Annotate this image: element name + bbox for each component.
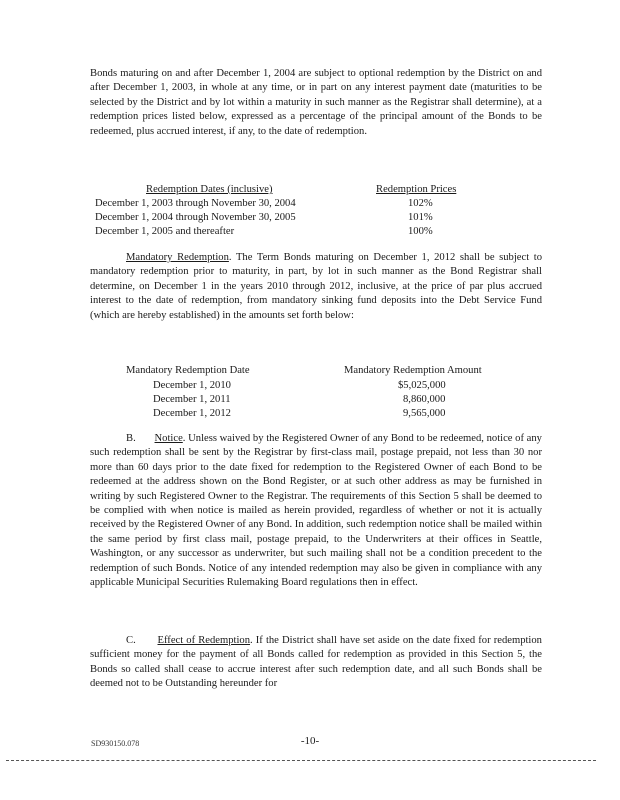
redemption-price-cell: 100% — [408, 226, 433, 237]
page-number — [300, 734, 328, 748]
mandatory-redemption-text: . The Term Bonds maturing on December 1, 2012 shall be subject to mandatory redemption prior to maturity, in part, by lot in such manner as the Bond Registrar shall determine, on December 1 in the years 2010 through 2012, inclusive, at the price of par plus accrued interest to the date of redemption, from mandatory sinking fund deposits into the Debt Service Fund (which are hereby established) in the amounts set forth below: — [90, 252, 542, 321]
mandatory-redemption-heading: Mandatory Redemption — [126, 252, 229, 263]
redemption-date-cell: December 1, 2003 through November 30, 2004 — [95, 198, 296, 209]
redemption-date-cell: December 1, 2004 through November 30, 2005 — [95, 212, 296, 223]
mandatory-amount-header: Mandatory Redemption Amount — [344, 365, 482, 376]
section-b-letter: B. — [126, 433, 136, 444]
redemption-price-cell: 101% — [408, 212, 433, 223]
notice-paragraph — [90, 432, 542, 590]
mandatory-date-cell: December 1, 2010 — [153, 380, 231, 391]
notice-text: . Unless waived by the Registered Owner of any Bond to be redeemed, notice of any such redemption shall be sent by the Registrar by first-class mail, postage prepaid, not less than 30 nor more than 60 days prior to the date fixed for redemption to the Registered Owner of each Bond to be redeemed at the address shown on the Bond Register, or at such other address as may be furnished in writing by such Registered Owner to the Registrar. The requirements of this Section 5 shall be deemed to be complied with when notice is mailed as herein provided, regardless of whether or not it is actually received by the Registered Owner of any Bond. In addition, such redemption notice shall be mailed within the same period by first class mail, postage prepaid, to the Underwriters at their offices in Seattle, Washington, or any successor as underwriter, but such mailing shall not be a condition precedent to the redemption of such Bonds. Notice of any intended redemption may also be given in compliance with any applicable Municipal Securities Rulemaking Board regulations then in effect. — [90, 433, 542, 589]
mandatory-redemption-paragraph — [90, 251, 542, 323]
mandatory-amount-cell: $5,025,000 — [398, 380, 446, 391]
optional-redemption-text: Bonds maturing on and after December 1, 2004 are subject to optional redemption by the District on and after December 1, 2003, in whole at any time, or in part on any interest payment date (maturities to be selected by the District and by lot within a maturity in such manner as the Registrar shall determine), at a redemption prices listed below, expressed as a percentage of the principal amount of the Bonds to be redeemed, plus accrued interest, if any, to the date of redemption. — [90, 68, 542, 137]
mandatory-amount-cell: 8,860,000 — [403, 394, 446, 405]
effect-of-redemption-text: . If the District shall have set aside on the date fixed for redemption sufficient money for the payment of all Bonds called for redemption as provided in this Section 5, the Bonds so called shall cease to accrue interest after such redemption date, and all such Bonds shall be deemed not to be Outstanding hereunder for — [90, 635, 542, 690]
redemption-dates-header: Redemption Dates (inclusive) — [146, 184, 273, 195]
redemption-price-cell: 102% — [408, 198, 433, 209]
section-c-letter: C. — [126, 635, 136, 646]
notice-heading: Notice — [154, 433, 183, 444]
document-id: SD930150.078 — [91, 739, 140, 748]
redemption-prices-header: Redemption Prices — [376, 184, 457, 195]
optional-redemption-paragraph — [90, 67, 542, 139]
effect-of-redemption-heading: Effect of Redemption — [157, 635, 251, 646]
mandatory-date-header: Mandatory Redemption Date — [126, 365, 250, 376]
bottom-scan-rule — [6, 760, 596, 761]
redemption-date-cell: December 1, 2005 and thereafter — [95, 226, 235, 237]
effect-of-redemption-paragraph — [90, 634, 542, 692]
mandatory-amount-cell: 9,565,000 — [403, 408, 446, 419]
mandatory-date-cell: December 1, 2012 — [153, 408, 231, 419]
page-number-text: -10- — [300, 735, 320, 747]
mandatory-date-cell: December 1, 2011 — [153, 394, 231, 405]
